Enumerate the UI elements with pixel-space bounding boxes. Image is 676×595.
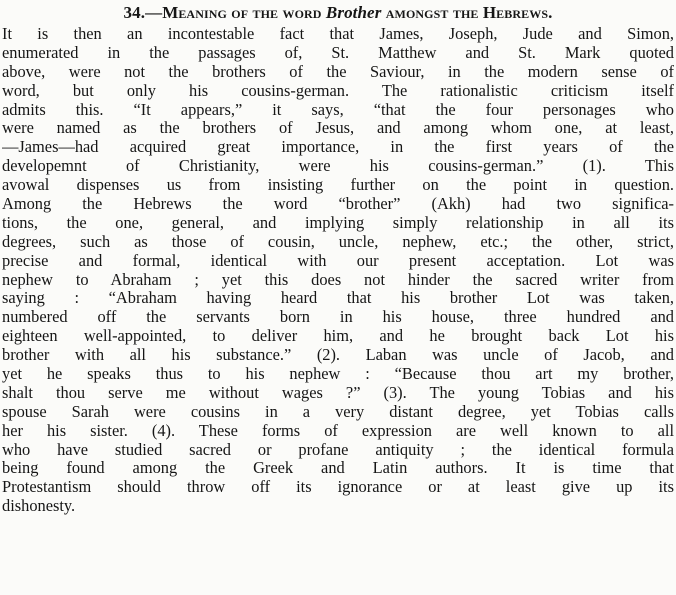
body-line: avowal dispenses us from insisting further on the point in question.: [2, 176, 674, 195]
body-line: Among the Hebrews the word “brother” (Akh) had two significa-: [2, 195, 674, 214]
body-line: being found among the Greek and Latin authors. It is time that: [2, 459, 674, 478]
body-line: shalt thou serve me without wages ?” (3). The young Tobias and his: [2, 383, 674, 402]
body-line: admits this. “It appears,” it says, “that the four personages who: [2, 100, 674, 119]
body-line: dishonesty.: [2, 497, 76, 516]
body-line: tions, the one, general, and implying simply relationship in all its: [2, 213, 674, 232]
body-line: —James—had acquired great importance, in the first years of the: [2, 138, 674, 157]
body-line: It is then an incontestable fact that James, Joseph, Jude and Simon,: [2, 25, 674, 43]
body-line: saying : “Abraham having heard that his brother Lot was taken,: [2, 289, 674, 308]
body-line: who have studied sacred or profane antiquity ; the identical formula: [2, 440, 674, 459]
body-line: brother with all his substance.” (2). Laban was uncle of Jacob, and: [2, 346, 674, 365]
article-body: [2, 25, 674, 516]
body-line: yet he speaks thus to his nephew : “Because thou art my brother,: [2, 365, 674, 384]
body-line: precise and formal, identical with our present acceptation. Lot was: [2, 251, 674, 270]
body-line: Protestantism should throw off its ignorance or at least give up its: [2, 478, 674, 497]
body-line: eighteen well-appointed, to deliver him, and he brought back Lot his: [2, 327, 674, 346]
body-line: spouse Sarah were cousins in a very distant degree, yet Tobias calls: [2, 402, 674, 421]
body-line: word, but only his cousins-german. The rationalistic criticism itself: [2, 81, 674, 100]
body-line: nephew to Abraham ; yet this does not hinder the sacred writer from: [2, 270, 674, 289]
article-heading: [0, 2, 676, 24]
heading-italic-word: Brother: [325, 3, 382, 22]
body-line: her his sister. (4). These forms of expression are well known to all: [2, 421, 674, 440]
body-line: were named as the brothers of Jesus, and among whom one, at least,: [2, 119, 674, 138]
section-number: 34.—: [123, 3, 163, 22]
body-line: numbered off the servants born in his house, three hundred and: [2, 308, 674, 327]
heading-text-part-1: Meaning of the word: [162, 3, 322, 22]
body-line: enumerated in the passages of, St. Matthew and St. Mark quoted: [2, 43, 674, 62]
body-line: developemnt of Christianity, were his cousins-german.” (1). This: [2, 157, 674, 176]
heading-text-part-2: amongst the Hebrews.: [385, 3, 553, 22]
body-line: degrees, such as those of cousin, uncle, nephew, etc.; the other, strict,: [2, 232, 674, 251]
body-line: above, were not the brothers of the Saviour, in the modern sense of: [2, 62, 674, 81]
